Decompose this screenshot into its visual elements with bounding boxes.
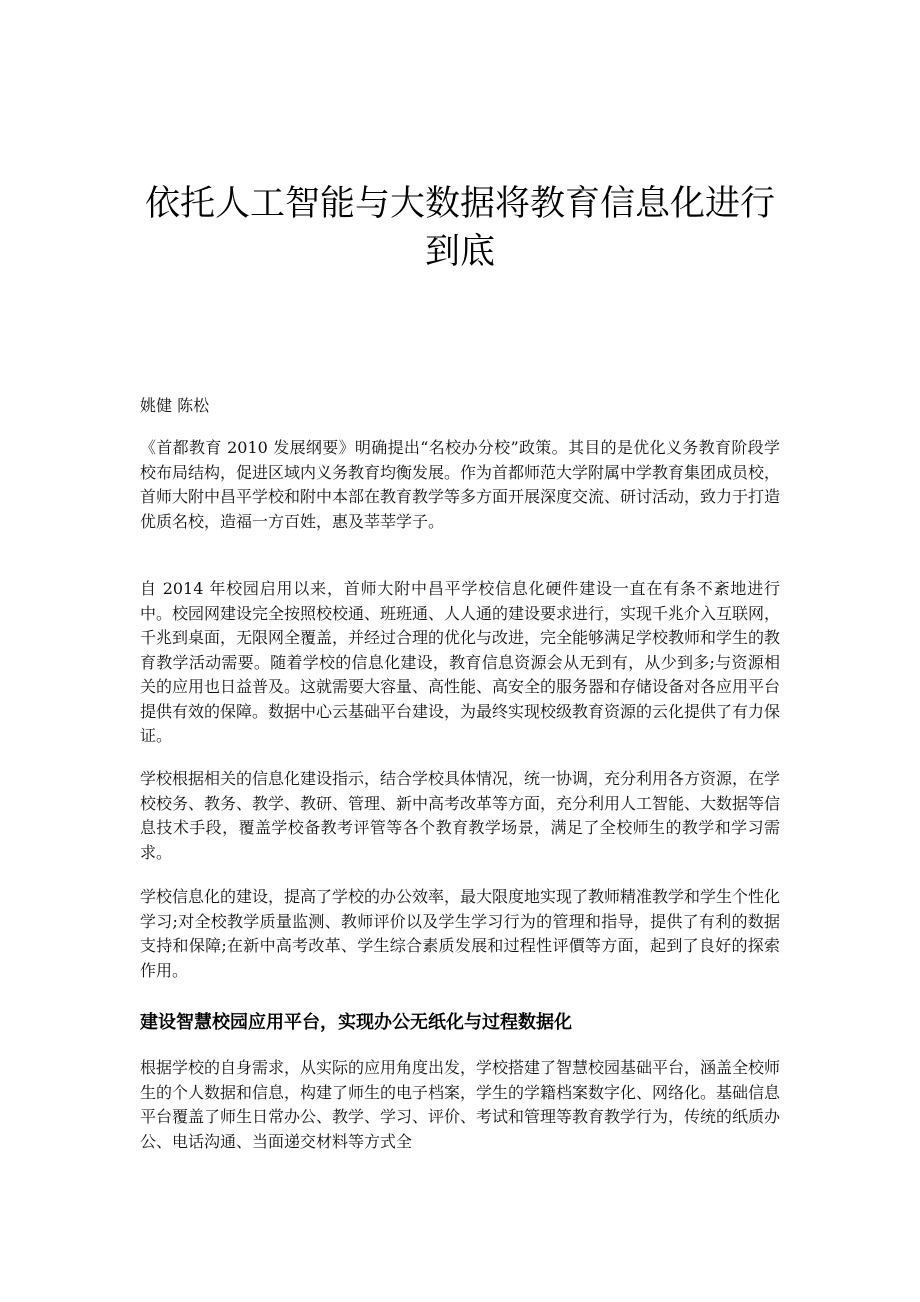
paragraph-2: 自 2014 年校园启用以来，首师大附中昌平学校信息化硬件建设一直在有条不紊地进行中。校园网建设完全按照校校通、班班通、人人通的建设要求进行，实现千兆介入互联网，千兆到桌面，无限网全覆盖，并经过合理的优化与改进，完全能够满足学校教师和学生的教育教学活动需要。随着学校的信息化建设，教育信息资源会从无到有，从少到多;与资源相关的应用也日益普及。这就需要大容量、高性能、高安全的服务器和存储设备对各应用平台提供有效的保障。数据中心云基础平台建设，为最终实现校级教育资源的云化提供了有力保证。 [140, 579, 781, 745]
paragraph-4: 学校信息化的建设，提高了学校的办公效率，最大限度地实现了教师精准教学和学生个性化学习;对全校教学质量监测、教师评价以及学生学习行为的管理和指导，提供了有利的数据支持和保障;在新中高考改革、学生综合素质发展和过程性评價等方面，起到了良好的探索作用。 [140, 887, 781, 980]
section-paragraph: 根据学校的自身需求，从实际的应用角度出发，学校搭建了智慧校园基础平台，涵盖全校师生的个人数据和信息，构建了师生的电子档案，学生的学籍档案数字化、网络化。基础信息平台覆盖了师生日常办公、教学、学习、评价、考试和管理等教育教学行为，传统的纸质办公、电话沟通、当面递交材料等方式全 [140, 1058, 780, 1151]
document-title: 依托人工智能与大数据将教育信息化进行到底 [144, 184, 775, 272]
paragraph-3: 学校根据相关的信息化建设指示，结合学校具体情况，统一协调，充分利用各方资源，在学校校务、教务、教学、教研、管理、新中高考改革等方面，充分利用人工智能、大数据等信息技术手段，覆盖学校备教考评管等各个教育教学场景，满足了全校师生的教学和学习需求。 [140, 769, 781, 862]
section-heading: 建设智慧校园应用平台，实现办公无纸化与过程数据化 [140, 1012, 572, 1033]
authors: 姚健 陈松 [140, 396, 210, 415]
paragraph-1: 《首都教育 2010 发展纲要》明确提出“名校办分校”政策。其目的是优化义务教育阶段学校布局结构，促进区域内义务教育均衡发展。作为首都师范大学附属中学教育集团成员校，首师大附中昌平学校和附中本部在教育教学等多方面开展深度交流、研讨活动，致力于打造优质名校，造福一方百姓，惠及莘莘学子。 [140, 438, 781, 531]
